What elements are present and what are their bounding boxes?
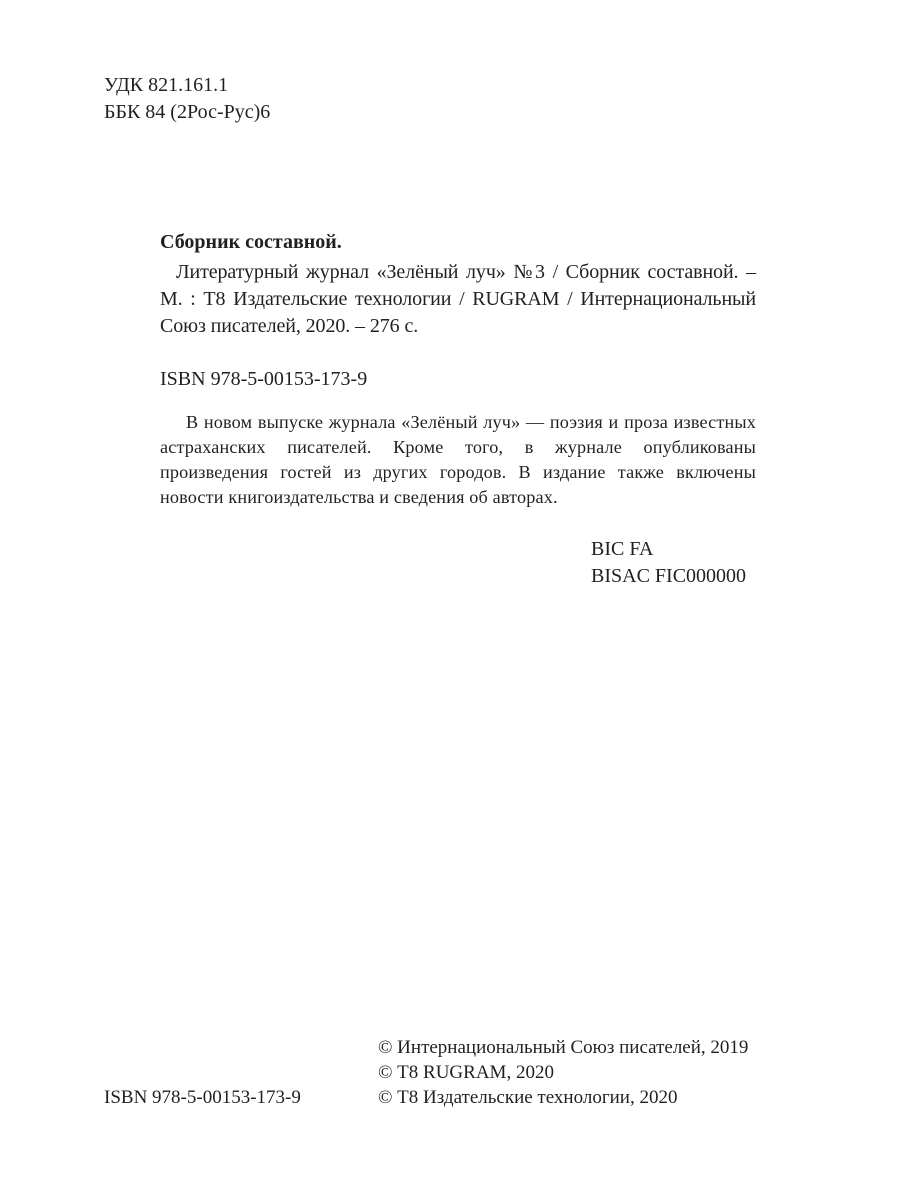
copyright-block bbox=[378, 1035, 748, 1110]
isbn: ISBN 978-5-00153-173-9 bbox=[160, 368, 368, 390]
bisac-code: BISAC FIC000000 bbox=[591, 565, 747, 587]
footer-isbn: ISBN 978-5-00153-173-9 bbox=[104, 1087, 301, 1108]
bic-code: BIC FA bbox=[591, 538, 654, 560]
bbk-code: ББК 84 (2Рос-Рус)6 bbox=[104, 101, 271, 123]
copyright-line: © Т8 RUGRAM, 2020 bbox=[378, 1062, 554, 1083]
annotation: В новом выпуске журнала «Зелёный луч» — поэзия и проза известных астраханских писателей. Кроме того, в журнале опубликованы произведения гостей из других городов. В издание также включены новости книгоиздательства и сведения об авторах. bbox=[160, 412, 756, 507]
copyright-line: © Интернациональный Союз писателей, 2019 bbox=[378, 1037, 749, 1058]
bibliographic-description: Литературный журнал «Зелёный луч» №3 / Сборник составной. – М. : Т8 Издательские технологии / RUGRAM / Интернациональный Союз писателей, 2020. – 276 с. bbox=[160, 261, 756, 337]
book-title: Сборник составной. bbox=[160, 231, 342, 253]
udk-code: УДК 821.161.1 bbox=[104, 74, 229, 96]
copyright-line: © Т8 Издательские технологии, 2020 bbox=[378, 1087, 678, 1108]
